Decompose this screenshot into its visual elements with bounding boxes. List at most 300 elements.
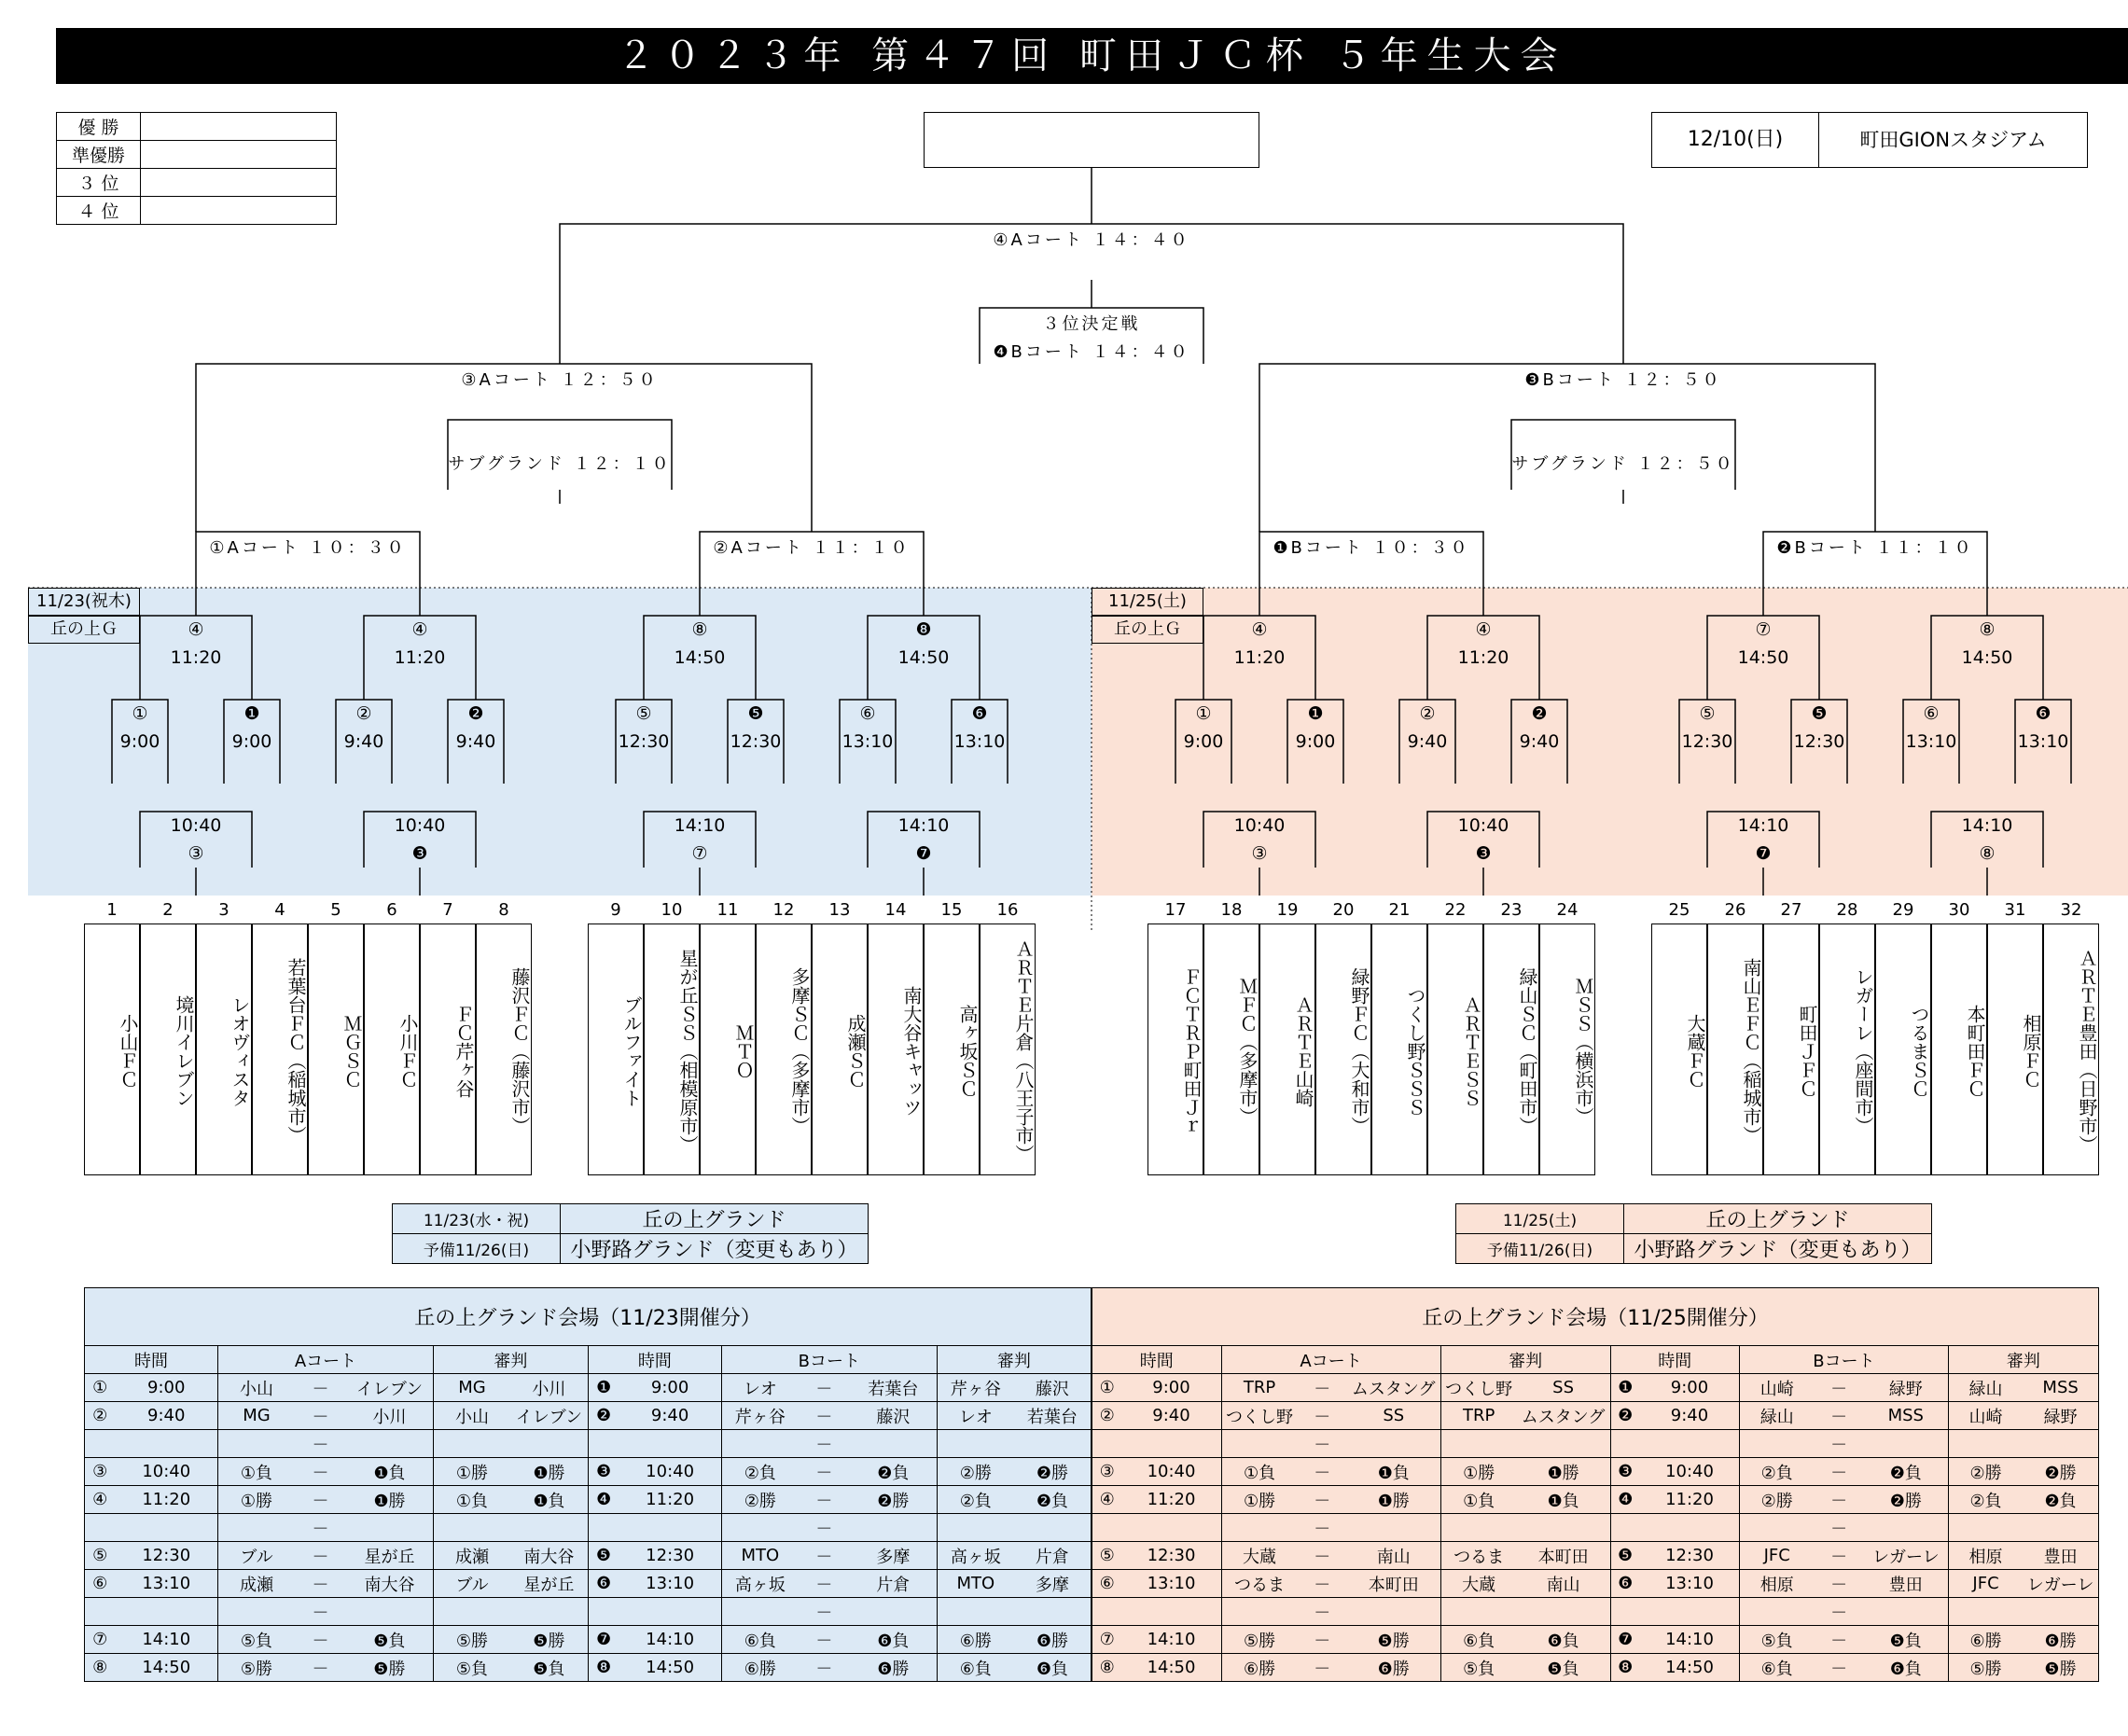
team-number: 18 [1220,900,1243,920]
schedule-cell: ⑦ [1092,1626,1122,1654]
match-time: 14:10 [1737,815,1789,836]
schedule-cell: SS [1517,1374,1610,1402]
schedule-cell [850,1430,938,1458]
match-label: ③ [188,843,204,864]
schedule-cell: 大蔵 [1221,1542,1298,1570]
team-number: 14 [884,900,907,920]
schedule-cell: － [295,1402,346,1430]
schedule-row [1092,1626,2099,1654]
match-label: ④ [1251,619,1268,640]
schedule-cell: 12:30 [619,1542,721,1570]
venue-date: 11/25(土) [1456,1204,1624,1234]
match-label: ④ [411,619,428,640]
schedule-cell: ⑥勝 [721,1654,799,1682]
schedule-cell: MG [218,1402,296,1430]
schedule-cell: ❺ [1610,1542,1640,1570]
schedule-cell [218,1598,296,1626]
team-number: 19 [1276,900,1299,920]
match-time: 9:00 [231,731,272,752]
schedule-cell: － [295,1598,346,1626]
team-number: 12 [772,900,795,920]
match-time: 13:10 [1905,731,1957,752]
right-block-ground: 丘の上Ｇ [1092,616,1203,644]
schedule-cell: 成瀬 [434,1542,511,1570]
schedule-cell [434,1598,511,1626]
schedule-cell: ❻勝 [2023,1626,2098,1654]
match-time: 10:40 [394,815,446,836]
team-name: レガーレ（座間市） [1819,924,1875,1175]
schedule-cell: ❻負 [1864,1654,1949,1682]
col-header: Aコート [218,1346,434,1374]
match-time: 9:00 [119,731,160,752]
schedule-cell: 緑山 [1948,1374,2023,1402]
schedule-cell: 緑野 [2023,1402,2098,1430]
schedule-row [1092,1430,2099,1458]
schedule-cell: 緑野 [1864,1374,1949,1402]
match-label: ❸ [1475,843,1492,864]
col-header: 時間 [85,1346,218,1374]
match-time: 11:20 [170,647,222,668]
schedule-cell: 小山 [434,1402,511,1430]
schedule-cell [346,1514,434,1542]
schedule-cell: ② [85,1402,116,1430]
match-label: ❷ [1531,703,1548,724]
schedule-cell: ❹ [588,1486,619,1514]
schedule-cell: 10:40 [116,1458,218,1486]
schedule-cell: 本町田 [1347,1570,1440,1598]
team-number: 27 [1780,900,1802,920]
team-name: 相原ＦＣ [1987,924,2043,1175]
schedule-cell: 9:00 [619,1374,721,1402]
match-label: ⑤ [1699,703,1716,724]
schedule-cell: 9:00 [1640,1374,1740,1402]
schedule-cell: レガーレ [1864,1542,1949,1570]
schedule-cell [850,1598,938,1626]
schedule-cell: 本町田 [1517,1542,1610,1570]
schedule-cell: － [1814,1402,1863,1430]
match-label: ❺ [747,703,764,724]
schedule-cell: 緑山 [1740,1402,1815,1430]
schedule-cell: ❶勝 [510,1458,588,1486]
schedule-cell: ⑥負 [721,1626,799,1654]
schedule-row [85,1402,1092,1430]
schedule-cell: 14:50 [1640,1654,1740,1682]
schedule-cell: － [1298,1458,1347,1486]
schedule-cell: 13:10 [1121,1570,1221,1598]
schedule-cell: 若葉台 [1014,1402,1092,1430]
rank-label: ４ 位 [57,197,141,225]
schedule-cell: － [295,1458,346,1486]
schedule-left [84,1287,1092,1682]
schedule-cell [1640,1430,1740,1458]
schedule-cell: ②勝 [721,1486,799,1514]
team-number: 10 [661,900,683,920]
schedule-cell: ②負 [937,1486,1014,1514]
schedule-cell: 12:30 [1640,1542,1740,1570]
match-time: 12:30 [1793,731,1845,752]
team-name: 若葉台ＦＣ（稲城市） [252,924,308,1175]
team-number: 26 [1724,900,1746,920]
match-label: ❻ [2035,703,2052,724]
schedule-cell: － [799,1598,850,1626]
schedule-cell [1610,1598,1640,1626]
schedule-cell: ❼ [1610,1626,1640,1654]
schedule-cell [434,1514,511,1542]
schedule-cell: 星が丘 [346,1542,434,1570]
schedule-cell: ❷勝 [1014,1458,1092,1486]
schedule-cell: － [295,1626,346,1654]
schedule-cell: ❺ [588,1542,619,1570]
schedule-cell: 9:00 [116,1374,218,1402]
schedule-cell: ❻負 [1517,1626,1610,1654]
team-name: ブルファイト [588,924,644,1175]
schedule-cell [1517,1514,1610,1542]
quarter-a2-label: ②Aコート １１：１０ [713,538,911,558]
venue-table-left [392,1203,869,1264]
team-number: 23 [1500,900,1523,920]
match-time: 9:40 [343,731,384,752]
quarter-b1-label: ❶Bコート １０：３０ [1273,538,1470,558]
match-time: 11:20 [394,647,446,668]
team-name: ＭＴＯ [700,924,756,1175]
match-label: ⑦ [1755,619,1772,640]
schedule-cell [1347,1598,1440,1626]
team-number: 30 [1948,900,1970,920]
team-name: ＭＳＳ（横浜市） [1539,924,1595,1175]
team-name: つくし野ＳＳＳ [1371,924,1427,1175]
schedule-cell: ②負 [1740,1458,1815,1486]
schedule-cell: ⑥負 [937,1654,1014,1682]
team-name: 大蔵ＦＣ [1651,924,1707,1175]
team-number: 16 [996,900,1019,920]
schedule-cell: MSS [1864,1402,1949,1430]
schedule-cell [116,1598,218,1626]
match-time: 9:40 [1407,731,1448,752]
venue-ground: 丘の上グランド [561,1204,869,1234]
schedule-cell: レオ [721,1374,799,1402]
team-number: 29 [1892,900,1914,920]
team-name: ＦＣＴＲＰ町田Ｊｒ [1147,924,1203,1175]
team-number: 13 [828,900,851,920]
schedule-cell: ②勝 [937,1458,1014,1486]
schedule-cell [218,1430,296,1458]
venue-ground: 小野路グランド（変更もあり） [561,1234,869,1264]
schedule-cell: 11:20 [116,1486,218,1514]
schedule-cell: 芹ヶ谷 [721,1402,799,1430]
schedule-cell: ❻勝 [1347,1654,1440,1682]
schedule-cell: ①負 [1440,1486,1517,1514]
schedule-cell: － [799,1570,850,1598]
schedule-cell [116,1514,218,1542]
schedule-cell: 相原 [1740,1570,1815,1598]
schedule-cell: ⑧ [85,1654,116,1682]
schedule-cell: 14:50 [1121,1654,1221,1682]
schedule-cell: ❻勝 [1014,1626,1092,1654]
schedule-cell: － [1814,1486,1863,1514]
schedule-cell: ❻ [1610,1570,1640,1598]
schedule-cell: ❻負 [850,1626,938,1654]
schedule-cell: ❼ [588,1626,619,1654]
quarter-b2-label: ❷Bコート １１：１０ [1776,538,1974,558]
schedule-cell: SS [1347,1402,1440,1430]
schedule-cell: － [1298,1486,1347,1514]
schedule-cell [1221,1430,1298,1458]
schedule-cell [588,1514,619,1542]
schedule-cell: ① [85,1374,116,1402]
schedule-cell: ⑦ [85,1626,116,1654]
schedule-cell: － [1298,1430,1347,1458]
schedule-row [85,1430,1092,1458]
schedule-row [85,1486,1092,1514]
schedule-cell: ①勝 [1221,1486,1298,1514]
venue-ground: 丘の上グランド [1624,1204,1932,1234]
match-label: ❼ [915,843,932,864]
schedule-cell [1014,1430,1092,1458]
schedule-cell: 14:10 [1121,1626,1221,1654]
schedule-cell: － [295,1514,346,1542]
schedule-cell [937,1598,1014,1626]
schedule-cell [1740,1514,1815,1542]
schedule-cell: － [799,1514,850,1542]
schedule-cell [218,1514,296,1542]
schedule-cell: ❺負 [346,1626,434,1654]
schedule-cell: － [1814,1542,1863,1570]
schedule-cell: ❺負 [1517,1654,1610,1682]
schedule-cell [619,1430,721,1458]
schedule-cell: 山崎 [1740,1374,1815,1402]
schedule-cell: ❺勝 [2023,1654,2098,1682]
team-name: 境川イレブン [140,924,196,1175]
schedule-cell: ①勝 [434,1458,511,1486]
schedule-cell: 高ヶ坂 [721,1570,799,1598]
match-time: 14:10 [674,815,726,836]
team-number: 2 [162,900,174,920]
schedule-cell: 多摩 [1014,1570,1092,1598]
match-time: 11:20 [1457,647,1509,668]
match-time: 10:40 [1233,815,1286,836]
match-label: ❽ [915,619,932,640]
team-number: 28 [1836,900,1858,920]
schedule-cell: － [799,1486,850,1514]
schedule-row [1092,1542,2099,1570]
schedule-cell: ②勝 [1740,1486,1815,1514]
schedule-cell [1014,1598,1092,1626]
schedule-cell: － [1814,1430,1863,1458]
schedule-cell: ❹ [1610,1486,1640,1514]
team-name: レオヴィスタ [196,924,252,1175]
schedule-cell: ❶勝 [346,1486,434,1514]
schedule-cell [510,1598,588,1626]
team-name: ＭＧＳＣ [308,924,364,1175]
schedule-cell: ⑥ [85,1570,116,1598]
team-number: 20 [1332,900,1355,920]
schedule-cell: ❻ [588,1570,619,1598]
schedule-cell: ❺勝 [346,1654,434,1682]
semi-right-sub: サブグランド １２：５０ [1511,454,1735,474]
schedule-cell: レガーレ [2023,1570,2098,1598]
team-name: ＡＲＴＥＳＳ [1427,924,1483,1175]
match-label: ❶ [1307,703,1324,724]
schedule-cell [937,1514,1014,1542]
venue-table-right [1455,1203,1932,1264]
schedule-cell: － [1298,1402,1347,1430]
match-time: 9:40 [455,731,496,752]
match-label: ❻ [971,703,988,724]
schedule-cell [1121,1598,1221,1626]
schedule-cell: ❷ [1610,1402,1640,1430]
schedule-cell: 山崎 [1948,1402,2023,1430]
schedule-cell: ④ [85,1486,116,1514]
schedule-cell: ❸ [1610,1458,1640,1486]
team-name: 高ヶ坂ＳＣ [924,924,980,1175]
schedule-cell: － [295,1654,346,1682]
schedule-cell: 若葉台 [850,1374,938,1402]
match-time: 9:00 [1183,731,1224,752]
schedule-title: 丘の上グランド会場（11/25開催分） [1092,1288,2099,1346]
schedule-cell: 13:10 [1640,1570,1740,1598]
schedule-cell: 高ヶ坂 [937,1542,1014,1570]
schedule-cell [588,1598,619,1626]
schedule-row [1092,1458,2099,1486]
match-label: ⑧ [1979,619,1996,640]
schedule-cell [1864,1514,1949,1542]
col-header: 時間 [588,1346,721,1374]
match-label: ❶ [243,703,260,724]
schedule-cell: 12:30 [116,1542,218,1570]
semi-left-sub: サブグランド １２：１０ [448,454,672,474]
match-time: 14:10 [897,815,950,836]
schedule-cell: ❺負 [1864,1626,1949,1654]
schedule-cell: 小川 [510,1374,588,1402]
schedule-cell: ❷勝 [2023,1458,2098,1486]
schedule-cell: ⑥ [1092,1570,1122,1598]
team-number: 32 [2060,900,2082,920]
schedule-cell: 13:10 [116,1570,218,1598]
schedule-cell: － [1298,1570,1347,1598]
schedule-cell [1640,1514,1740,1542]
match-time: 12:30 [1681,731,1733,752]
schedule-cell: － [799,1458,850,1486]
schedule-cell [346,1430,434,1458]
schedule-cell [2023,1514,2098,1542]
team-name: 南山ＥＦＣ（稲城市） [1707,924,1763,1175]
team-name: 町田ＪＦＣ [1763,924,1819,1175]
schedule-row [85,1458,1092,1486]
schedule-cell: 14:50 [619,1654,721,1682]
team-number: 6 [386,900,397,920]
schedule-cell: 9:40 [1640,1402,1740,1430]
schedule-cell [721,1598,799,1626]
schedule-cell: ⑧ [1092,1654,1122,1682]
schedule-row [1092,1402,2099,1430]
schedule-row [85,1570,1092,1598]
schedule-row [85,1654,1092,1682]
schedule-cell: ⑤負 [218,1626,296,1654]
schedule-cell: ③ [85,1458,116,1486]
schedule-cell: ❷負 [1014,1486,1092,1514]
match-time: 14:50 [1961,647,2013,668]
schedule-cell: JFC [1948,1570,2023,1598]
schedule-cell [1092,1514,1122,1542]
team-name: 成瀬ＳＣ [812,924,868,1175]
team-number: 9 [610,900,621,920]
match-time: 11:20 [1233,647,1286,668]
quarter-a1-label: ①Aコート １０：３０ [209,538,407,558]
schedule-cell [850,1514,938,1542]
schedule-cell: 14:50 [116,1654,218,1682]
schedule-cell [619,1598,721,1626]
schedule-cell: 11:20 [619,1486,721,1514]
schedule-cell: 藤沢 [1014,1374,1092,1402]
schedule-cell: MG [434,1374,511,1402]
schedule-cell [588,1430,619,1458]
schedule-cell [1610,1430,1640,1458]
schedule-cell: JFC [1740,1542,1815,1570]
schedule-cell: ⑤勝 [218,1654,296,1682]
schedule-cell [85,1430,116,1458]
schedule-cell: ムスタング [1347,1374,1440,1402]
schedule-cell [721,1514,799,1542]
schedule-cell: － [295,1430,346,1458]
schedule-cell: ⑤勝 [434,1626,511,1654]
team-number: 11 [716,900,739,920]
schedule-cell: － [295,1542,346,1570]
team-name: 緑山ＳＣ（町田市） [1483,924,1539,1175]
schedule-cell: 成瀬 [218,1570,296,1598]
schedule-cell: ①勝 [218,1486,296,1514]
match-label: ⑧ [1979,843,1996,864]
schedule-cell: ①負 [1221,1458,1298,1486]
schedule-row [85,1514,1092,1542]
schedule-cell: ⑤負 [1740,1626,1815,1654]
schedule-cell: 10:40 [619,1458,721,1486]
schedule-cell: MTO [721,1542,799,1570]
team-name: 本町田ＦＣ [1931,924,1987,1175]
schedule-cell [1121,1430,1221,1458]
team-number: 31 [2004,900,2026,920]
schedule-cell: 多摩 [850,1542,938,1570]
schedule-cell [434,1430,511,1458]
col-header: 審判 [937,1346,1091,1374]
schedule-cell: ❶負 [1347,1458,1440,1486]
schedule-cell [1221,1598,1298,1626]
col-header: 時間 [1092,1346,1222,1374]
schedule-cell [1440,1430,1517,1458]
schedule-cell: ①負 [218,1458,296,1486]
venue-date: 予備11/26(日) [1456,1234,1624,1264]
schedule-cell: 豊田 [2023,1542,2098,1570]
match-label: ⑤ [635,703,652,724]
schedule-cell: つくし野 [1440,1374,1517,1402]
match-time: 9:00 [1295,731,1336,752]
final-date: 12/10(日) [1651,112,1819,168]
match-time: 9:40 [1519,731,1560,752]
semi-right-label: ❸Bコート １２：５０ [1524,370,1722,390]
team-number: 4 [274,900,285,920]
schedule-cell: 10:40 [1640,1458,1740,1486]
schedule-cell: イレブン [346,1374,434,1402]
match-time: 12:30 [730,731,782,752]
schedule-cell: 南大谷 [510,1542,588,1570]
schedule-cell: ⑤ [85,1542,116,1570]
schedule-cell: ①勝 [1440,1458,1517,1486]
schedule-cell [1121,1514,1221,1542]
schedule-cell [510,1514,588,1542]
schedule-cell: ❽ [588,1654,619,1682]
schedule-cell: 11:20 [1640,1486,1740,1514]
schedule-cell [1347,1514,1440,1542]
schedule-cell [1092,1598,1122,1626]
